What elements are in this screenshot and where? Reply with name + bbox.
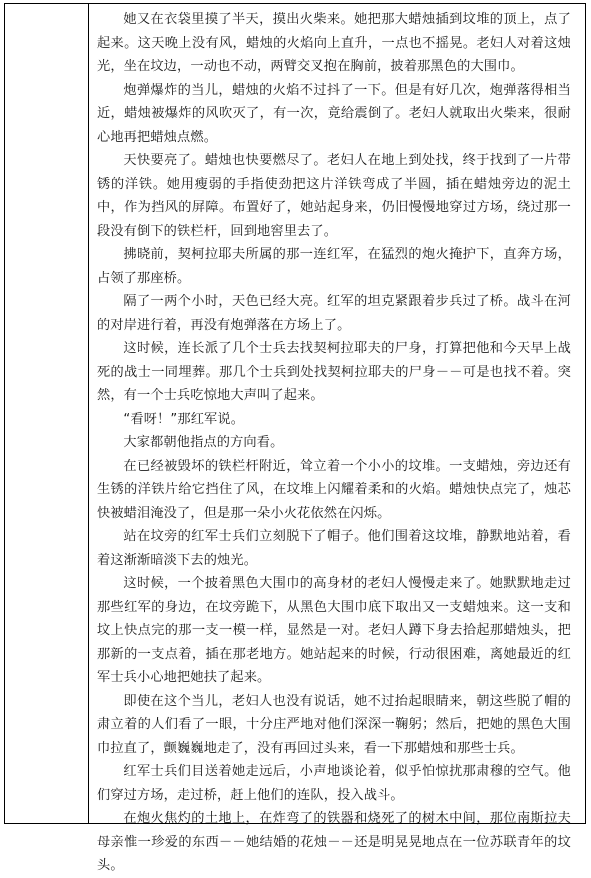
paragraph: 这时候，一个披着黑色大围巾的高身材的老妇人慢慢走来了。她默默地走过那些红军的身边，在坟旁跪下，从黑色大围巾底下取出又一支蜡烛来。这一支和坟上快点完的那一支一模一样，显然是一对。老妇人蹲下身去拾起那蜡烛头，把那新的一支点着，插在那老地方。她站起来的时候，行动很困难，离她最近的红军士兵小心地把她扶了起来。	[97, 576, 571, 685]
paragraph: 天快要亮了。蜡烛也快要燃尽了。老妇人在地上到处找，终于找到了一片带锈的洋铁。她用瘦弱的手指使劲把这片洋铁弯成了半圆，插在蜡烛旁边的泥土中，作为挡风的屏障。布置好了，她站起身来，仍旧慢慢地穿过方场，绕过那一段没有倒下的铁栏杆，回到地窖里去了。	[97, 153, 571, 239]
paragraph: 在炮火焦灼的土地上，在炸弯了的铁器和烧死了的树木中间，那位南斯拉夫母亲惟一珍爱的东西－－她结婚的花烛－－还是明晃晃地点在一位苏联青年的坟头。	[97, 811, 571, 873]
paragraph-quote: “看呀！”那红军说。	[123, 411, 245, 427]
paragraph: 拂晓前，契柯拉耶夫所属的那一连红军，在猛烈的炮火掩护下，直奔方场，占领了那座桥。	[97, 247, 571, 286]
paragraph: 炮弹爆炸的当儿，蜡烛的火焰不过抖了一下。但是有好几次，炮弹落得相当近，蜡烛被爆炸的风吹灭了，有一次，竟给震倒了。老妇人就取出火柴来，很耐心地再把蜡烛点燃。	[97, 82, 571, 145]
paragraph: 即使在这个当儿，老妇人也没有说话，她不过抬起眼睛来，朝这些脱了帽的肃立着的人们看了一眼，十分庄严地对他们深深一鞠躬；然后，把她的黑色大围巾拉直了，颤巍巍地走了，没有再回过头来，看一下那蜡烛和那些士兵。	[97, 693, 571, 756]
paragraph: 她又在衣袋里摸了半天，摸出火柴来。她把那大蜡烛插到坟堆的顶上，点了起来。这天晚上没有风，蜡烛的火焰向上直升，一点也不摇晃。老妇人对着这烛光，坐在坟边，一动也不动，两臂交叉抱在胸前，披着那黑色的大围巾。	[97, 12, 571, 74]
paragraph: 大家都朝他指点的方向看。	[123, 435, 284, 450]
paragraph: 这时候，连长派了几个士兵去找契柯拉耶夫的尸身，打算把他和今天早上战死的战士一同埋葬。那几个士兵到处找契柯拉耶夫的尸身－－可是也找不着。突然，有一个士兵吃惊地大声叫了起来。	[97, 341, 571, 403]
table-frame	[4, 3, 586, 873]
text-cell	[89, 4, 585, 873]
paragraph: 在已经被毁坏的铁栏杆附近，耸立着一个小小的坟堆。一支蜡烛，旁边还有生锈的洋铁片给它挡住了风，在坟堆上闪耀着柔和的火焰。蜡烛快点完了，烛芯快被蜡泪淹没了，但是那一朵小火花依然在闪烁。	[97, 458, 571, 521]
paragraph: 红军士兵们目送着她走远后，小声地谈论着，似乎怕惊扰那肃穆的空气。他们穿过方场，走过桥，赶上他们的连队，投入战斗。	[97, 764, 571, 803]
paragraph: 隔了一两个小时，天色已经大亮。红军的坦克紧跟着步兵过了桥。战斗在河的对岸进行着，再没有炮弹落在方场上了。	[97, 294, 571, 333]
paragraph: 站在坟旁的红军士兵们立刻脱下了帽子。他们围着这坟堆，静默地站着，看着这渐渐暗淡下去的烛光。	[97, 529, 571, 568]
left-empty-cell	[5, 4, 89, 823]
